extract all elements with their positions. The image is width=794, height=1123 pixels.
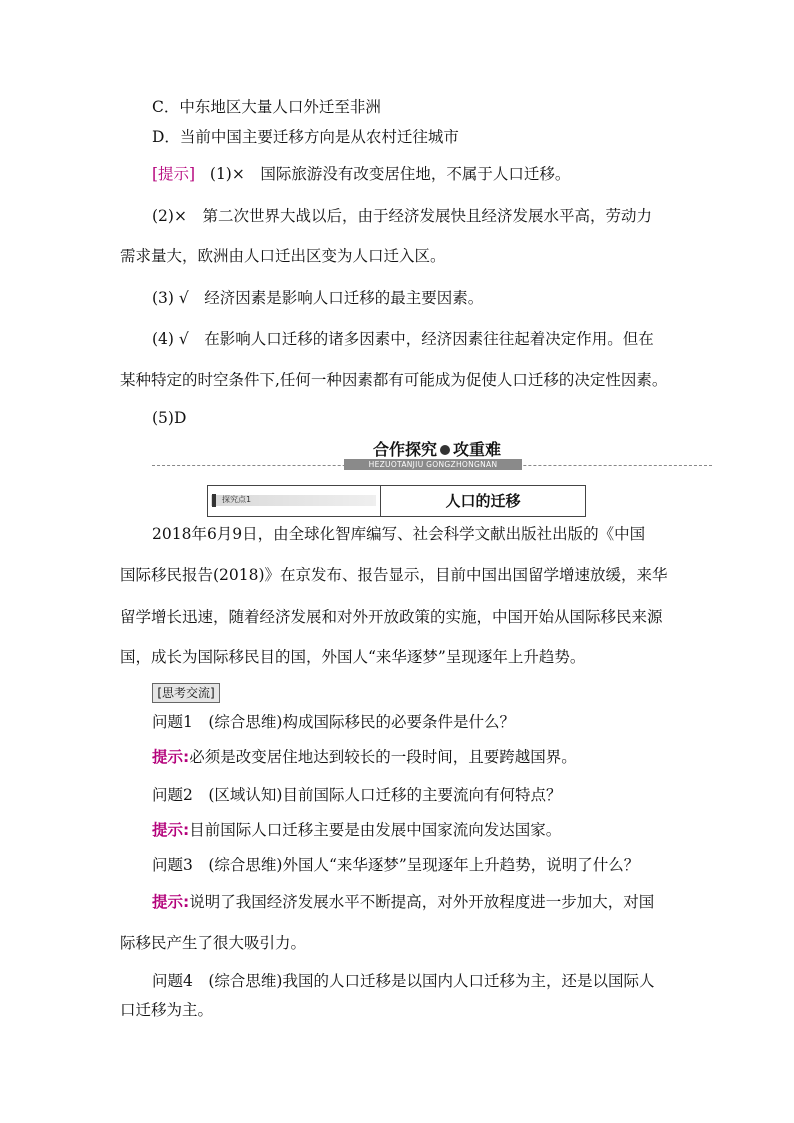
hint-label: [提示] [152, 165, 196, 183]
answer-text: 目前国际人口迁移主要是由发展中国家流向发达国家。 [189, 821, 562, 839]
hint-text-1: (1)× 国际旅游没有改变居住地，不属于人口迁移。 [209, 165, 571, 183]
section-title: 人口的迁移 [445, 492, 521, 510]
tip-label: 提示: [152, 748, 190, 766]
think-exchange-label: [思考交流] [152, 683, 220, 703]
tag-bar [212, 494, 216, 507]
answer-2 [152, 819, 561, 841]
hint-item-4-line2: 某种特定的时空条件下,任何一种因素都有可能成为促使人口迁移的决定性因素。 [120, 371, 668, 389]
tip-label: 提示: [152, 821, 190, 839]
section-tag-label: 探究点1 [222, 495, 252, 504]
hint-item-3: (3) √ 经济因素是影响人口迁移的最主要因素。 [152, 289, 484, 307]
question-3: 问题3 (综合思维)外国人“来华逐梦”呈现逐年上升趋势，说明了什么？ [152, 856, 640, 874]
intro-line-2: 国际移民报告(2018)》在京发布、报告显示，目前中国出国留学增速放缓，来华 [120, 566, 668, 584]
section-tag [208, 486, 381, 516]
intro-line-1: 2018年6月9日，由全球化智库编写、社会科学文献出版社出版的《中国 [152, 525, 646, 543]
banner-title [352, 437, 522, 460]
arrow-icon [440, 445, 450, 455]
question-4-line2: 口迁移为主。 [120, 1001, 214, 1019]
banner-title-a: 合作探究 [372, 440, 437, 459]
option-c: C．中东地区大量人口外迁至非洲 [152, 98, 381, 116]
question-2: 问题2 (区域认知)目前国际人口迁移的主要流向有何特点？ [152, 786, 562, 804]
banner-subtitle: HEZUOTANJIU GONGZHONGNAN [344, 459, 522, 470]
question-1: 问题1 (综合思维)构成国际移民的必要条件是什么？ [152, 713, 515, 731]
answer-text: 必须是改变居住地达到较长的一段时间，且要跨越国界。 [189, 748, 577, 766]
hint-item-5: (5)D [152, 409, 187, 427]
tip-label: 提示: [152, 893, 190, 911]
hint-item-2-line1: (2)× 第二次世界大战以后，由于经济发展快且经济发展水平高，劳动力 [152, 207, 652, 225]
banner-title-b: 攻重难 [453, 440, 502, 459]
answer-3 [152, 891, 654, 913]
question-4: 问题4 (综合思维)我国的人口迁移是以国内人口迁移为主，还是以国际人 [152, 972, 655, 990]
answer-3-line2: 际移民产生了很大吸引力。 [120, 934, 307, 952]
section-header [207, 485, 586, 517]
intro-line-4: 国，成长为国际移民目的国，外国人“来华逐梦”呈现逐年上升趋势。 [120, 648, 586, 666]
section-banner [152, 437, 712, 473]
option-d: D．当前中国主要迁移方向是从农村迁往城市 [152, 128, 459, 146]
answer-1 [152, 746, 577, 768]
answer-text: 说明了我国经济发展水平不断提高，对外开放程度进一步加大，对国 [189, 893, 655, 911]
intro-line-3: 留学增长迅速，随着经济发展和对外开放政策的实施，中国开始从国际移民来源 [120, 608, 663, 626]
hint-item-4-line1: (4) √ 在影响人口迁移的诸多因素中，经济因素往往起着决定作用。但在 [152, 330, 654, 348]
hint-item-1 [152, 163, 570, 185]
hint-item-2-line2: 需求量大，欧洲由人口迁出区变为人口迁入区。 [120, 247, 446, 265]
